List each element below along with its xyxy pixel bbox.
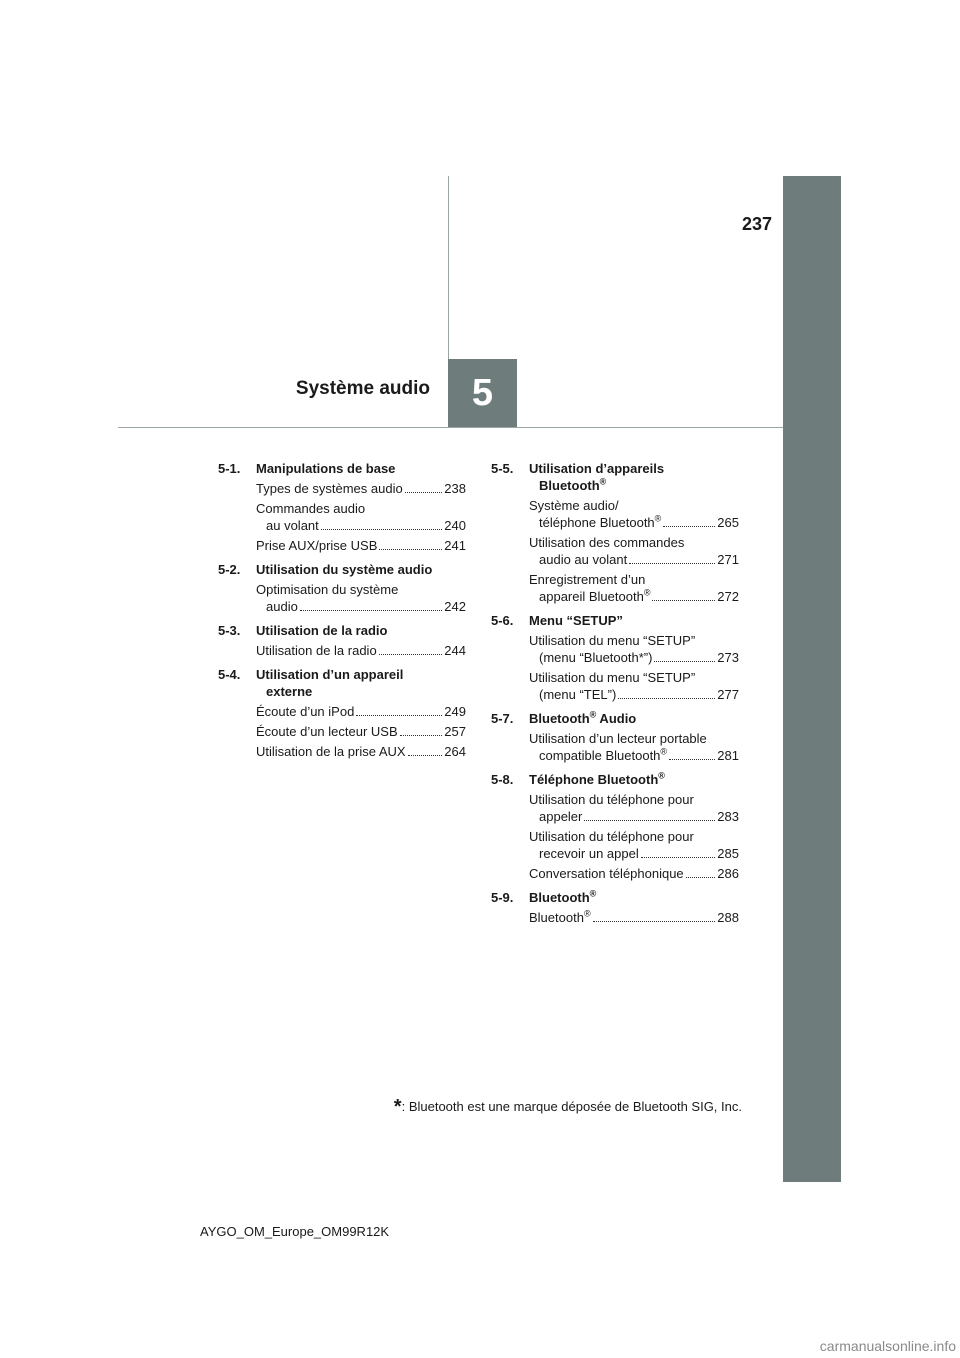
- toc-entry-page: 265: [717, 515, 739, 530]
- dot-leader: [405, 492, 443, 493]
- toc-section-title-line: Utilisation de la radio: [256, 623, 388, 638]
- dot-leader: [652, 600, 715, 601]
- toc-section-number: 5-3.: [218, 623, 241, 638]
- toc-entry-page: 238: [444, 481, 466, 496]
- toc-entry-label-line: Utilisation des commandes: [529, 535, 685, 550]
- footnote: [370, 1096, 742, 1119]
- document-code: AYGO_OM_Europe_OM99R12K: [200, 1224, 390, 1239]
- dot-leader: [593, 921, 716, 922]
- toc-entry-label-line: au volant: [266, 518, 319, 533]
- footnote-marker: *: [393, 1096, 402, 1118]
- toc-section-number: 5-6.: [491, 613, 514, 628]
- toc-section-title-line: externe: [266, 684, 313, 699]
- toc-section-title: [529, 710, 739, 727]
- toc-entry-label-line: appeler: [539, 809, 583, 824]
- toc-entry-label-line: Écoute d’un lecteur USB: [256, 724, 398, 739]
- toc-section-title-line: Menu “SETUP”: [529, 613, 623, 628]
- toc-entry-label-line: Écoute d’un iPod: [256, 704, 355, 719]
- toc-entry[interactable]: [256, 537, 466, 554]
- toc-entry[interactable]: [529, 669, 739, 703]
- toc-entry-label-line: Types de systèmes audio: [256, 481, 403, 496]
- toc-section: [491, 771, 739, 882]
- toc-entry-label-line: audio au volant: [539, 552, 628, 567]
- toc-entry[interactable]: [529, 791, 739, 825]
- toc-section-number: 5-5.: [491, 461, 514, 476]
- toc-entry-page: 288: [717, 910, 739, 925]
- toc-section-number: 5-7.: [491, 711, 514, 726]
- toc-section-heading: [491, 710, 739, 727]
- toc-section-number: 5-2.: [218, 562, 241, 577]
- dot-leader: [669, 759, 715, 760]
- dot-leader: [629, 563, 715, 564]
- toc-entry-page: 271: [717, 552, 739, 567]
- toc-entry-label-line: (menu “Bluetooth*”): [539, 650, 653, 665]
- page-number: 237: [741, 214, 772, 234]
- toc-entry-label-line: (menu “TEL”): [539, 687, 617, 702]
- dot-leader: [300, 610, 442, 611]
- dot-leader: [641, 857, 716, 858]
- toc-section-number: 5-1.: [218, 461, 241, 476]
- toc-section-heading: [218, 460, 466, 477]
- toc-entry[interactable]: [256, 743, 466, 760]
- toc-section-title-line: Bluetooth®: [539, 476, 607, 493]
- toc-section-heading: [218, 561, 466, 578]
- toc-entry[interactable]: [529, 632, 739, 666]
- toc-entry-page: 272: [717, 589, 739, 604]
- toc-section-title-line: Bluetooth®: [529, 888, 597, 905]
- toc-entry[interactable]: [256, 500, 466, 534]
- toc-entry-page: 273: [717, 650, 739, 665]
- dot-leader: [356, 715, 442, 716]
- toc-section-title-line: Manipulations de base: [256, 461, 396, 476]
- toc-section-title-line: Utilisation du système audio: [256, 562, 433, 577]
- dot-leader: [321, 529, 443, 530]
- toc-section-title: [529, 612, 739, 629]
- toc-entry-label-line: Conversation téléphonique: [529, 866, 684, 881]
- toc-entry-label-line: Bluetooth®: [529, 908, 591, 925]
- toc-column-left: [218, 460, 466, 767]
- toc-entry-page: 249: [444, 704, 466, 719]
- toc-section-heading: [491, 460, 739, 494]
- toc-entry-label-line: Enregistrement d’un: [529, 572, 646, 587]
- toc-entry-label-line: Système audio/: [529, 498, 619, 513]
- toc-entry-page: 277: [717, 687, 739, 702]
- chapter-title: Système audio: [295, 378, 430, 399]
- toc-entry[interactable]: [529, 534, 739, 568]
- toc-entry[interactable]: [256, 480, 466, 497]
- dot-leader: [654, 661, 715, 662]
- toc-entry-page: 283: [717, 809, 739, 824]
- dot-leader: [379, 549, 442, 550]
- toc-section-heading: [218, 666, 466, 700]
- toc-section: [218, 561, 466, 615]
- toc-entry[interactable]: [256, 723, 466, 740]
- watermark: carmanualsonline.info: [819, 1338, 956, 1354]
- dot-leader: [379, 654, 443, 655]
- toc-entry[interactable]: [256, 581, 466, 615]
- toc-section: [491, 612, 739, 703]
- dot-leader: [400, 735, 443, 736]
- toc-section-title: [256, 666, 466, 700]
- toc-column-right: [491, 460, 739, 933]
- dot-leader: [618, 698, 715, 699]
- toc-entry-page: 242: [444, 599, 466, 614]
- dot-leader: [686, 877, 716, 878]
- toc-entry[interactable]: [529, 865, 739, 882]
- toc-entry-page: 281: [717, 748, 739, 763]
- toc-section-title-line: Bluetooth® Audio: [529, 709, 637, 726]
- toc-entry-label-line: Utilisation du menu “SETUP”: [529, 670, 696, 685]
- toc-section-title: [529, 889, 739, 906]
- dot-leader: [408, 755, 443, 756]
- toc-section-number: 5-4.: [218, 667, 241, 682]
- toc-entry-page: 257: [444, 724, 466, 739]
- toc-section-title: [529, 460, 739, 494]
- toc-section: [491, 710, 739, 764]
- toc-entry-page: 264: [444, 744, 466, 759]
- toc-entry[interactable]: [256, 703, 466, 720]
- toc-entry-label-line: recevoir un appel: [539, 846, 639, 861]
- toc-entry-label-line: Utilisation de la prise AUX: [256, 744, 406, 759]
- footnote-text: : Bluetooth est une marque déposée de Bluetooth SIG, Inc.: [401, 1099, 742, 1114]
- toc-entry-label-line: compatible Bluetooth®: [539, 746, 668, 763]
- toc-entry-page: 241: [444, 538, 466, 553]
- toc-section: [218, 622, 466, 659]
- toc-entry-label-line: Utilisation de la radio: [256, 643, 377, 658]
- dot-leader: [663, 526, 715, 527]
- toc-section-title: [529, 771, 739, 788]
- toc-entry[interactable]: [529, 909, 739, 926]
- toc-entry[interactable]: [256, 642, 466, 659]
- toc-entry-label-line: Utilisation du menu “SETUP”: [529, 633, 696, 648]
- toc-section-heading: [491, 889, 739, 906]
- toc-section-title-line: Utilisation d’appareils: [529, 461, 665, 476]
- toc-entry-label-line: audio: [266, 599, 298, 614]
- toc-section-title: [256, 460, 466, 477]
- toc-entry-page: 240: [444, 518, 466, 533]
- toc-entry-label-line: Prise AUX/prise USB: [256, 538, 378, 553]
- toc-entry-label-line: téléphone Bluetooth®: [539, 513, 662, 530]
- toc-section-title: [256, 622, 466, 639]
- toc-section: [218, 666, 466, 760]
- toc-section: [491, 889, 739, 926]
- chapter-side-tab: [783, 176, 841, 1182]
- toc-section-title-line: Téléphone Bluetooth®: [529, 770, 665, 787]
- toc-entry[interactable]: [529, 828, 739, 862]
- toc-section: [218, 460, 466, 554]
- toc-entry-page: 285: [717, 846, 739, 861]
- toc-entry-page: 244: [444, 643, 466, 658]
- toc-entry[interactable]: [529, 571, 739, 605]
- toc-section-title: [256, 561, 466, 578]
- toc-section-number: 5-9.: [491, 890, 514, 905]
- dot-leader: [584, 820, 715, 821]
- toc-section: [491, 460, 739, 605]
- header-vertical-rule: [448, 176, 449, 360]
- chapter-number-box: 5: [448, 359, 517, 427]
- toc-entry-label-line: Utilisation du téléphone pour: [529, 792, 694, 807]
- header-horizontal-rule: [118, 427, 783, 428]
- toc-section-heading: [491, 771, 739, 788]
- toc-entry-label-line: Commandes audio: [256, 501, 366, 516]
- toc-entry-page: 286: [717, 866, 739, 881]
- toc-entry[interactable]: [529, 497, 739, 531]
- toc-section-number: 5-8.: [491, 772, 514, 787]
- toc-entry[interactable]: [529, 730, 739, 764]
- toc-entry-label-line: Utilisation du téléphone pour: [529, 829, 694, 844]
- toc-section-title-line: Utilisation d’un appareil: [256, 667, 404, 682]
- toc-entry-label-line: appareil Bluetooth®: [539, 587, 651, 604]
- toc-section-heading: [218, 622, 466, 639]
- toc-section-heading: [491, 612, 739, 629]
- toc-entry-label-line: Optimisation du système: [256, 582, 399, 597]
- toc-entry-label-line: Utilisation d’un lecteur portable: [529, 731, 707, 746]
